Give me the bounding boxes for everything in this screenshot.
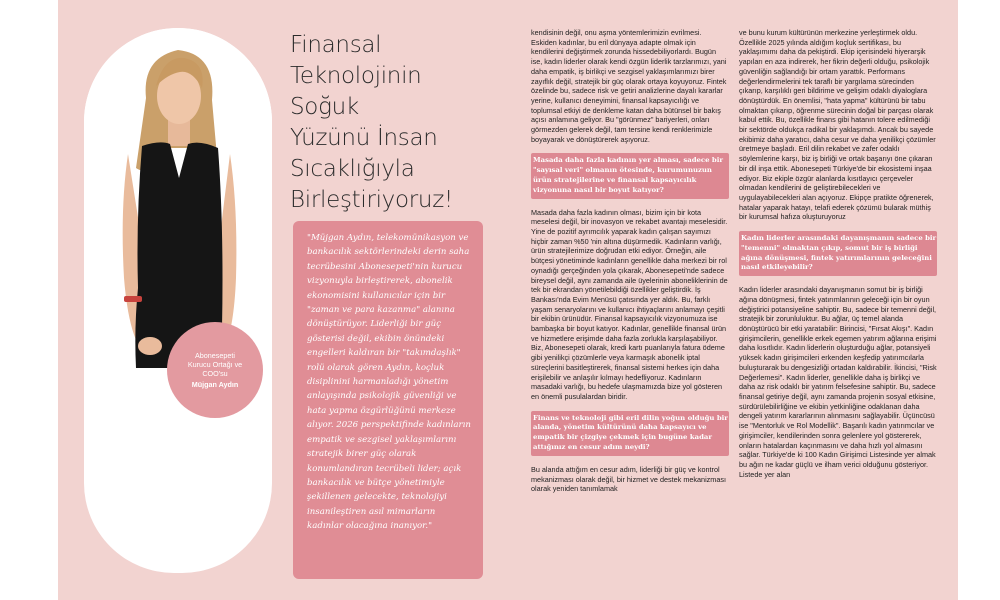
title-line: Teknolojinin — [290, 63, 422, 89]
pull-quote: "Müjgan Aydın, telekomünikasyon ve bankacılık sektörlerindeki derin saha tecrübesini Abonesepeti'nin kurucu vizyonuyla birleştirerek, abonelik ekonomisini kullanıcılar için bir "zaman ve para kazanma" alanına dönüştürüyor. Liderliği bir güç gösterisi değil, ekibin önündeki engelleri kaldıran bir "takımdaşlık" rolü olarak gören Aydın, koçluk disiplinini harmanladığı yönetim anlayışında psikolojik güvenliği ve hata yapma özgürlüğünü merkeze alıyor. 2026 perspektifinde kadınların empatik ve sezgisel yaklaşımlarını stratejik birer güç olarak konumlandıran tecrübeli lider; açık bankacılık ve bütçe yönetimiyle şekillenen gelecekte, teknolojiyi insanileştiren asıl mimarların kadınlar olacağına inanıyor." — [293, 221, 483, 579]
title-line: Finansal — [290, 32, 382, 58]
caption-role-line3: COO'su — [202, 369, 228, 378]
portrait-photo — [84, 28, 272, 368]
caption-role-line2: Kurucu Ortağı ve — [187, 360, 243, 369]
text-column-2 — [739, 28, 937, 488]
question-highlight: Masada daha fazla kadının yer alması, sadece bir "sayısal veri" olmanın ötesinde, kurumunuzun ürün stratejilerine ve finansal kapsayıcılık vizyonuna nasıl bir boyut katıyor? — [531, 153, 729, 198]
magazine-spread — [58, 0, 958, 600]
body-paragraph: ve bunu kurum kültürünün merkezine yerleştirmek oldu. Özellikle 2025 yılında aldığım koçluk sertifikası, bu yaklaşımımı daha da pekiştirdi. Ekip içerisindeki hiyerarşik yapıları en aza indirerek, her fikrin değerli olduğu, psikolojik güvenliğin sağlandığı bir ortam yarattık. Performans değerlendirmelerini tek taraflı bir yargılama sürecinden çıkarıp, karşılıklı geri bildirime ve gelişim odaklı diyaloglara dönüştürdük. En önemlisi, "hata yapma" kültürünü bir tabu olmaktan çıkarıp, öğrenme sürecinin doğal bir parçası olarak kabul ettik. Bu, özellikle finans gibi hatanın tolere edilmediği bir sektörde oldukça radikal bir yaklaşımdı. Ancak bu sayede ekibimiz daha yaratıcı, daha cesur ve daha yenilikçi çözümler üretmeye başladı. Eril dilin rekabet ve zafer odaklı söylemlerine karşı, biz iş birliği ve ortak başarıyı öne çıkaran bir dil inşa ettik. Abonesepeti Türkiye'de bir ekosistemi inşaa ediyor. Biz ekiple özgür alanlarda kısıtlayıcı çerçeveler olmadan kendilerini de geliştirebilecekleri ve uygulayabilecekleri alan açıyoruz. Ekipçe pratikte öğrenerek, hatalar yaparak hatayı, telafi ederek çözümü bularak müthiş bir kurumsal hafıza oluşturuyoruz — [739, 28, 936, 222]
question-highlight: Finans ve teknoloji gibi eril dilin yoğun olduğu bir alanda, yönetim kültürünü daha kapsayıcı ve empatik bir çizgiye çekmek için bugüne kadar attığınız en cesur adım neydi? — [531, 411, 729, 456]
article-title — [290, 30, 490, 216]
caption-name: Müjgan Aydın — [191, 380, 239, 389]
body-paragraph: kendisinin değil, onu aşma yöntemlerimizin evrilmesi. Eskiden kadınlar, bu eril dünyaya adapte olmak için kendilerini değiştirmek zorunda hissedebiliyorlardı. Bugün ise, kadın liderler olarak kendi özgün liderlik tarzlarımızı, yani daha empatik, iş birlikçi ve sezgisel yaklaşımlarımızı birer zayıflık değil, stratejik bir güç olarak ortaya koyuyoruz. Fintek özelinde bu, sadece risk ve getiri analizlerine dayalı kararlar yerine, kullanıcı deneyimini, finansal kapsayıcılığı ve toplumsal etkiyi de denkleme katan daha bütünsel bir bakış açısı anlamına geliyor. Bu "görünmez" bariyerleri, onları görmezden gelerek değil, tam tersine kendi renklerimizle boyayarak ve dönüştürerek aşıyoruz. — [531, 28, 727, 144]
question-highlight: Kadın liderler arasındaki dayanışmanın sadece bir "temenni" olmaktan çıkıp, somut bir iş birliği ağına dönüşmesi, fintek yatırımlarının geleceğini nasıl etkileyebilir? — [739, 231, 937, 276]
title-line: Sıcaklığıyla — [290, 156, 415, 182]
title-line: Soğuk — [290, 94, 359, 120]
portrait-frame — [84, 28, 272, 573]
body-paragraph: Kadın liderler arasındaki dayanışmanın somut bir iş birliği ağına dönüşmesi, fintek yatırımlarının geleceği için bir oyun değiştirici potansiyeline sahiptir. Bu, sadece bir temenni değil, stratejik bir zorunluluktur. Bu ağlar, üç temel alanda dönüştürücü bir etki yaratabilir: Birincisi, "Fırsat Akışı". Kadın girişimcilerin, genellikle erkek egemen yatırım ağlarına erişimi daha kısıtlıdır. Kadın liderlerin oluşturduğu ağlar, potansiyeli yüksek kadın girişimcileri erkenden keşfedip yatırımcılarla buluşturarak bu dengesizliği ortadan kaldırabilir. İkincisi, "Risk Değerlemesi". Kadın liderler, genellikle daha iş birlikçi ve daha az risk odaklı bir yatırım felsefesine sahiptir. Bu, sadece finansal getiriye değil, aynı zamanda projenin sosyal etkisine, sürdürülebilirliğine ve ekibin yetkinliğine odaklanan daha dengeli yatırım kararlarının alınmasını sağlayabilir. Üçüncüsü ise "Mentorluk ve Rol Modellik". Başarılı kadın yatırımcılar ve girişimciler, kendilerinden sonra gelenlere yol göstererek, onların hatalardan kaçınmasını ve daha hızlı yol almasını sağlar. Türkiye'de ki 100 Kadın Girişimci Listesinde yer almak bu ağın ne kadar güçlü ve ilham verici olduğunu gösteriyor. Listede yer alan — [739, 285, 937, 479]
title-line: Yüzünü İnsan — [290, 125, 438, 151]
body-paragraph: Masada daha fazla kadının olması, bizim için bir kota meselesi değil, bir inovasyon ve rekabet avantajı meselesidir. Yine de pozitif ayrımcılık yaparak kadın çalışan sayımızı hiçbir zaman %50 'nin altına düşürmedik. Kadınların varlığı, ürün stratejilerimize doğrudan etki ediyor. Örneğin, aile bütçesi yönetiminde kadınların genellikle daha merkezi bir rol oynadığı gerçeğinden yola çıkarak, Abonesepeti'nde sadece bireysel değil, aynı zamanda aile üyelerinin aboneliklerinin de tek bir ekrandan yönetilebildiği özellikler geliştirdik. İş Bankası'nda Evim Menüsü çatısında yer aldık. Bu, farklı yaşam senaryolarını ve kullanıcı ihtiyaçlarını anlamayı çeşitli bir ekibin ürünüdür. Finansal kapsayıcılık vizyonumuza ise bambaşka bir boyut katıyor. Kadınlar, genellikle finansal ürün ve hizmetlere erişimde daha fazla zorlukla karşılaşabiliyor. Biz, Abonesepeti olarak, kredi kartı puanlarıyla fatura ödeme gibi yenilikçi çözümlerle veya karmaşık abonelik iptal süreçlerini basitleştirerek, finansal sistemi herkes için daha erişilebilir ve anlaşılır kılmayı hedefliyoruz. Kadınların masadaki varlığı, bu hedefe ulaşmamızda bize yol gösteren en önemli pusulalardan biridir. — [531, 207, 728, 401]
caption-role-line1: Abonesepeti — [195, 351, 235, 360]
title-line: Birleştiriyoruz! — [290, 187, 453, 213]
text-column-1 — [531, 28, 729, 503]
body-paragraph: Bu alanda attığım en cesur adım, liderliği bir güç ve kontrol mekanizması olarak değil, bir hizmet ve destek mekanizması olarak yeniden tanımlamak — [531, 464, 727, 494]
caption-badge — [167, 322, 263, 418]
